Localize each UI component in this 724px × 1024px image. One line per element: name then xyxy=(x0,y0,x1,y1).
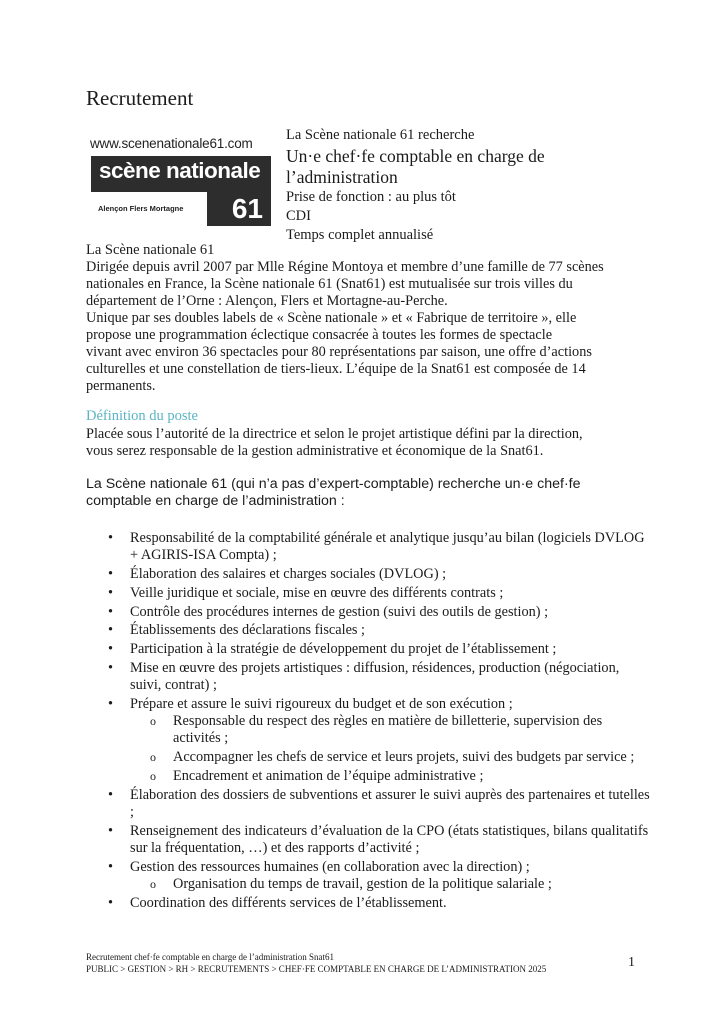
page-number: 1 xyxy=(628,955,635,970)
bullet-icon: • xyxy=(108,894,114,911)
text-line: vous serez responsable de la gestion administrative et économique de la Snat61. xyxy=(86,443,544,459)
contract-type: CDI xyxy=(286,208,311,224)
task-text: Responsabilité de la comptabilité générale et analytique jusqu’au bilan (logiciels DVLOG + AGIRIS-ISA Compta) ; xyxy=(130,530,645,564)
text-line: propose une programmation éclectique consacrée à toutes les formes de spectacle xyxy=(86,327,553,343)
bullet-icon: • xyxy=(108,822,114,839)
bullet-icon: • xyxy=(108,641,114,658)
logo-cities: Alençon Flers Mortagne xyxy=(98,204,184,213)
sub-task-item xyxy=(150,749,650,766)
sub-task-text: Accompagner les chefs de service et leurs projets, suivi des budgets par service ; xyxy=(173,749,635,766)
logo-band xyxy=(91,156,271,192)
task-item xyxy=(108,603,650,621)
bullet-icon: • xyxy=(108,858,114,875)
task-item xyxy=(108,659,650,694)
circle-bullet-icon: o xyxy=(150,768,156,783)
text-line: La Scène nationale 61 (qui n’a pas d’expert-comptable) recherche un·e chef·fe xyxy=(86,476,581,492)
text-line: Unique par ses doubles labels de « Scène nationale » et « Fabrique de territoire », elle xyxy=(86,310,577,326)
sub-task-item xyxy=(150,875,650,893)
scene-nationale-logo xyxy=(90,136,272,226)
bullet-icon: • xyxy=(108,695,114,712)
sub-task-text: Encadrement et animation de l’équipe administrative ; xyxy=(173,767,484,784)
text-line: vivant avec environ 36 spectacles pour 80 représentations par saison, une offre d’actions xyxy=(86,344,592,360)
bullet-icon: • xyxy=(108,603,114,620)
task-item xyxy=(108,822,650,857)
task-item xyxy=(108,622,650,639)
sub-task-list xyxy=(130,876,650,893)
sub-task-text: Organisation du temps de travail, gestion de la politique salariale ; xyxy=(173,875,552,892)
job-title: Un·e chef·fe comptable en charge de l’administration xyxy=(286,146,545,187)
task-text: Établissements des déclarations fiscales ; xyxy=(130,622,366,639)
task-list xyxy=(108,530,650,914)
task-text: Veille juridique et sociale, mise en œuvre des différents contrats ; xyxy=(130,584,504,601)
task-text: Mise en œuvre des projets artistiques : diffusion, résidences, production (négociation, suivi, contrat) ; xyxy=(130,659,620,694)
start-date: Prise de fonction : au plus tôt xyxy=(286,189,456,205)
task-text: Coordination des différents services de l’établissement. xyxy=(130,894,447,911)
task-text: Renseignement des indicateurs d’évaluation de la CPO (états statistiques, bilans qualitatifs sur la fréquentation, …) et des rapports d’activité ; xyxy=(130,822,649,856)
working-time: Temps complet annualisé xyxy=(286,227,434,243)
footer xyxy=(86,951,646,975)
about-heading: La Scène nationale 61 xyxy=(86,242,215,258)
bullet-icon: • xyxy=(108,584,114,601)
definition-paragraph xyxy=(86,426,646,460)
job-intro xyxy=(286,126,616,245)
task-item xyxy=(108,695,650,785)
task-item xyxy=(108,584,650,602)
task-text: Élaboration des salaires et charges sociales (DVLOG) ; xyxy=(130,566,447,582)
sub-task-list xyxy=(130,713,650,785)
task-item xyxy=(108,786,650,821)
text-line: nationales en France, la Scène nationale 61 (Snat61) est mutualisée sur trois villes du xyxy=(86,276,573,292)
circle-bullet-icon: o xyxy=(150,714,156,729)
text-line: Dirigée depuis avril 2007 par Mlle Régine Montoya et membre d’une famille de 77 scènes xyxy=(86,259,604,275)
task-item xyxy=(108,641,650,658)
text-line: culturelles et une constellation de tiers-lieux. L’équipe de la Snat61 est composée de 14 xyxy=(86,361,586,377)
logo-number: 61 xyxy=(207,192,271,226)
text-line: permanents. xyxy=(86,378,156,394)
about-paragraph xyxy=(86,259,646,395)
bullet-icon: • xyxy=(108,622,114,639)
page-heading: Recrutement xyxy=(86,86,194,110)
task-text: Contrôle des procédures internes de gestion (suivi des outils de gestion) ; xyxy=(130,603,549,620)
bullet-icon: • xyxy=(108,530,114,546)
bullet-icon: • xyxy=(108,786,114,803)
task-item xyxy=(108,894,650,912)
circle-bullet-icon: o xyxy=(150,876,156,891)
text-line: comptable en charge de l’administration : xyxy=(86,493,345,509)
definition-heading: Définition du poste xyxy=(86,408,198,424)
text-line: Placée sous l’autorité de la directrice et selon le projet artistique défini par la direction, xyxy=(86,426,583,442)
text-line: département de l’Orne : Alençon, Flers et Mortagne-au-Perche. xyxy=(86,293,448,309)
sub-task-item xyxy=(150,713,650,747)
bullet-icon: • xyxy=(108,659,114,676)
sub-task-text: Responsable du respect des règles en matière de billetterie, supervision des activités ; xyxy=(173,713,603,747)
circle-bullet-icon: o xyxy=(150,750,156,765)
footer-path: PUBLIC > GESTION > RH > RECRUTEMENTS > CHEF·FE COMPTABLE EN CHARGE DE L’ADMINISTRATION 2025 xyxy=(86,964,547,974)
logo-url: www.scenenationale61.com xyxy=(90,136,253,151)
task-item xyxy=(108,566,650,583)
footer-title: Recrutement chef·fe comptable en charge de l’administration Snat61 xyxy=(86,952,334,962)
task-item xyxy=(108,530,650,564)
task-text: Participation à la stratégie de développement du projet de l’établissement ; xyxy=(130,641,557,658)
task-text: Élaboration des dossiers de subventions et assurer le suivi auprès des partenaires et tutelles ; xyxy=(130,786,650,820)
sub-task-item xyxy=(150,767,650,785)
tasks-heading xyxy=(86,476,646,510)
bullet-icon: • xyxy=(108,566,114,582)
task-text: Prépare et assure le suivi rigoureux du budget et de son exécution ; xyxy=(130,695,513,712)
task-item xyxy=(108,858,650,893)
logo-name: scène nationale xyxy=(99,158,261,183)
intro-line: La Scène nationale 61 recherche xyxy=(286,127,475,143)
task-text: Gestion des ressources humaines (en collaboration avec la direction) ; xyxy=(130,858,530,875)
